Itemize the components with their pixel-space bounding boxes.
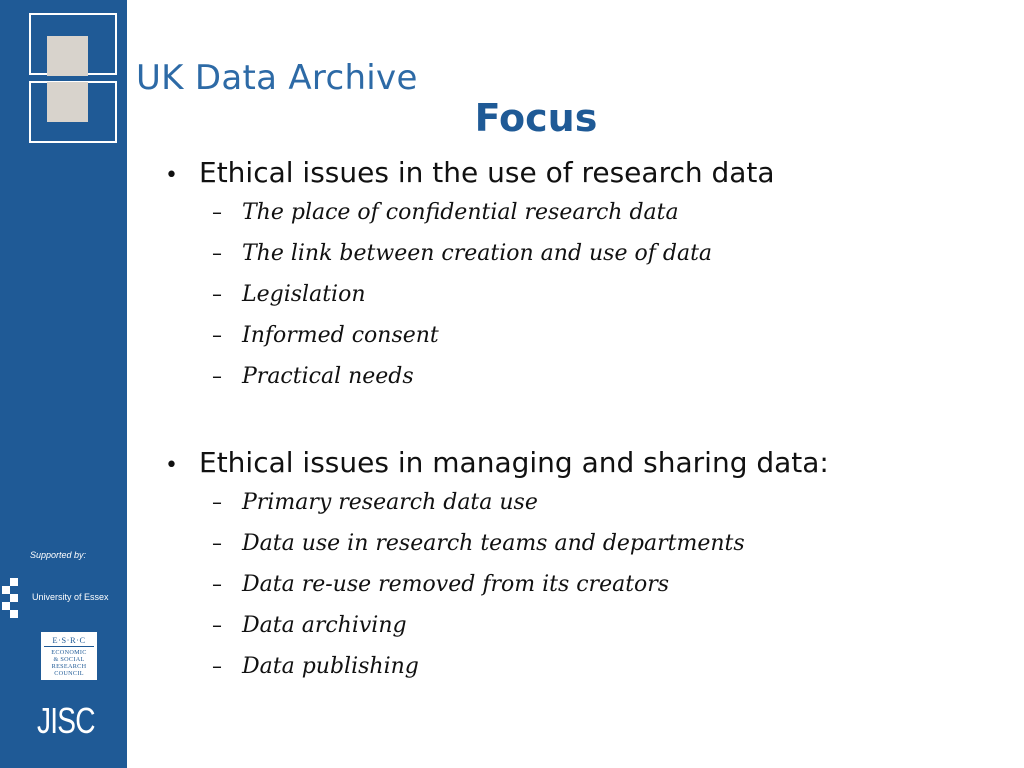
sub-item [212,323,985,364]
esrc-logo-line: RESEARCH [51,663,87,670]
uk-data-archive-logo-icon [0,0,127,150]
bullet-dot-icon: • [165,163,178,188]
sub-item-text: Legislation [242,282,366,307]
sub-item [212,282,985,323]
bullet-heading-text: Ethical issues in managing and sharing data: [199,446,829,479]
dash-icon: – [212,572,222,596]
slide-content [165,156,985,695]
sub-item [212,654,985,695]
bullet-heading [165,156,985,200]
slide-title: Focus [474,96,598,140]
brand-name: UK Data Archive [136,58,418,98]
sub-item [212,241,985,282]
sub-item [212,200,985,241]
sub-item-text: Practical needs [242,364,414,389]
esrc-logo-line: ECONOMIC [51,649,87,656]
sub-item [212,613,985,654]
bullet-heading [165,446,985,490]
section-spacer [165,405,985,446]
sub-item [212,364,985,405]
sidebar [0,0,127,768]
esrc-logo-top: E·S·R·C [44,635,94,647]
dash-icon: – [212,282,222,306]
dash-icon: – [212,241,222,265]
sub-item-text: The place of confidential research data [242,200,679,225]
dash-icon: – [212,364,222,388]
bullet-heading-text: Ethical issues in the use of research data [199,156,775,189]
sub-item-text: Data re-use removed from its creators [242,572,670,597]
dash-icon: – [212,200,222,224]
sub-item-text: Informed consent [242,323,439,348]
sub-item-text: Primary research data use [242,490,538,515]
esrc-logo [41,632,97,680]
sub-item-text: Data publishing [242,654,419,679]
sub-item-text: Data archiving [242,613,407,638]
supported-by-label: Supported by: [30,550,87,560]
bullet-dot-icon: • [165,453,178,478]
sub-item [212,531,985,572]
jisc-logo: JISC [37,700,95,741]
sub-item-text: The link between creation and use of data [242,241,713,266]
esrc-logo-line: & SOCIAL [53,656,85,663]
dash-icon: – [212,613,222,637]
university-of-essex-label: University of Essex [32,592,109,602]
dash-icon: – [212,654,222,678]
sub-item-text: Data use in research teams and departments [242,531,745,556]
sub-item [212,490,985,531]
dash-icon: – [212,531,222,555]
dash-icon: – [212,323,222,347]
sub-item [212,572,985,613]
esrc-logo-line: COUNCIL [54,670,84,677]
dash-icon: – [212,490,222,514]
